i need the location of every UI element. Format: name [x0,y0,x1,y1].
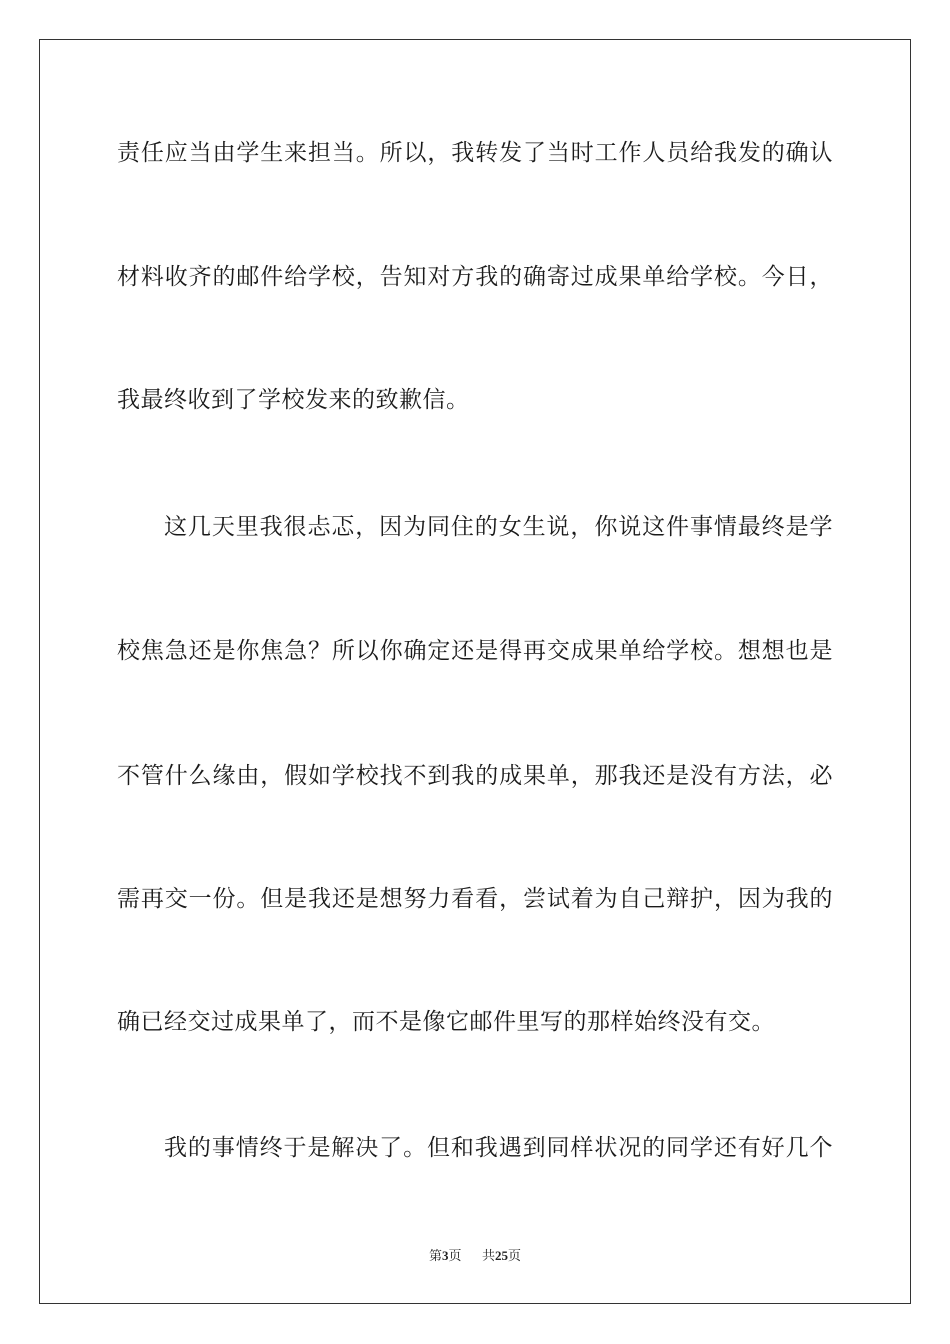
page-footer [0,1248,950,1264]
text-line-7: 需再交一份。但是我还是想努力看看，尝试着为自己辩护，因为我的 [117,886,833,912]
text-line-2: 材料收齐的邮件给学校，告知对方我的确寄过成果单给学校。今日， [117,264,833,290]
page-number [429,1248,465,1263]
total-count: 25 [495,1248,509,1263]
page-prefix: 第 [428,1248,442,1263]
page-current: 3 [441,1248,449,1263]
text-line-6: 不管什么缘由，假如学校找不到我的成果单，那我还是没有方法，必 [117,763,833,789]
text-line-1: 责任应当由学生来担当。所以，我转发了当时工作人员给我发的确认 [117,140,833,166]
total-prefix: 共 [482,1248,496,1263]
text-line-8: 确已经交过成果单了，而不是像它邮件里写的那样始终没有交。 [117,1009,775,1035]
text-line-9: 我的事情终于是解决了。但和我遇到同样状况的同学还有好几个 [164,1135,833,1161]
page-border [39,39,911,1304]
text-line-3: 我最终收到了学校发来的致歉信。 [117,387,470,413]
text-line-4: 这几天里我很忐忑，因为同住的女生说，你说这件事情最终是学 [164,514,833,540]
total-suffix: 页 [508,1248,522,1263]
text-line-5: 校焦急还是你焦急？所以你确定还是得再交成果单给学校。想想也是 [117,638,833,664]
page-suffix: 页 [448,1248,462,1263]
page-total [482,1248,521,1263]
